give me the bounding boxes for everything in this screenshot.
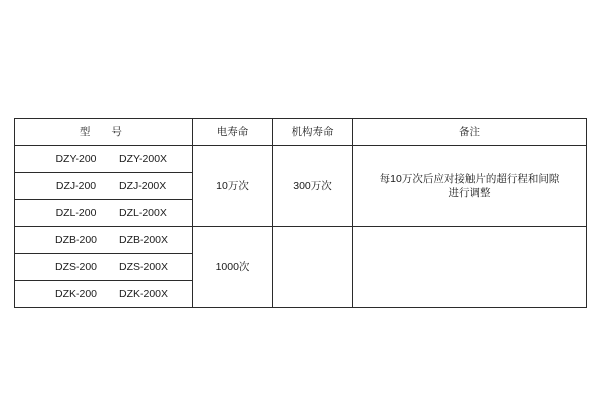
cell-model [15, 254, 193, 281]
cell-model [15, 281, 193, 308]
model-code-primary: DZJ-200 [55, 179, 97, 192]
cell-mechanical-life-group-1: 300万次 [273, 146, 353, 227]
cell-model [15, 200, 193, 227]
column-header-mechanical-life: 机构寿命 [273, 119, 353, 146]
cell-model [15, 227, 193, 254]
model-code-variant: DZJ-200X [119, 179, 167, 192]
spec-table-container [14, 118, 586, 308]
model-code-variant: DZL-200X [119, 206, 167, 219]
model-code-primary: DZS-200 [54, 260, 97, 273]
remarks-line-2: 进行调整 [448, 187, 491, 199]
column-header-model: 型 号 [15, 119, 193, 146]
model-code-variant: DZY-200X [119, 152, 168, 165]
model-code-variant: DZS-200X [119, 260, 169, 273]
cell-mechanical-life-group-2 [273, 227, 353, 308]
cell-remarks [353, 146, 587, 227]
model-code-primary: DZL-200 [55, 206, 97, 219]
cell-electrical-life-group-2: 1000次 [193, 227, 273, 308]
model-code-primary: DZY-200 [55, 152, 97, 165]
table-header-row [15, 119, 587, 146]
model-code-variant: DZB-200X [119, 233, 169, 246]
model-code-primary: DZK-200 [54, 287, 97, 300]
cell-model [15, 146, 193, 173]
table-row [15, 227, 587, 254]
cell-remarks-empty [353, 227, 587, 308]
remarks-line-1: 每10万次后应对接触片的超行程和间隙 [379, 172, 560, 185]
column-header-remarks: 备注 [353, 119, 587, 146]
model-code-primary: DZB-200 [54, 233, 97, 246]
model-code-variant: DZK-200X [119, 287, 169, 300]
spec-table [14, 118, 587, 308]
column-header-electrical-life: 电寿命 [193, 119, 273, 146]
cell-electrical-life-group-1: 10万次 [193, 146, 273, 227]
cell-model [15, 173, 193, 200]
table-row [15, 146, 587, 173]
